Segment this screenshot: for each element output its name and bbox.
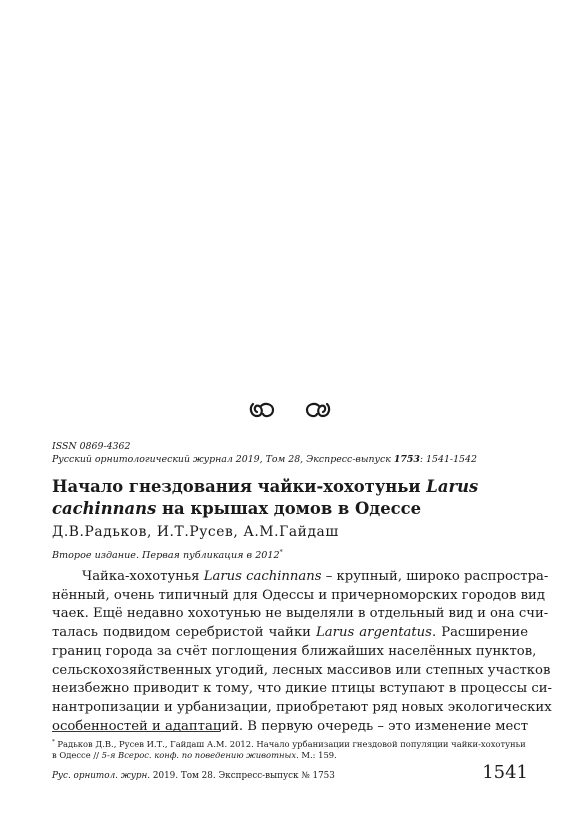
edition-note [52, 546, 283, 562]
body-text-segment: нённый, очень типичный для Одессы и причерноморских городов вид [52, 587, 545, 603]
footer-journal [52, 770, 335, 782]
footer-journal-issue: 2019. Том 28. Экспресс-выпуск № 1753 [150, 771, 335, 781]
journal-pages: : 1541-1542 [419, 454, 477, 465]
body-line [52, 718, 528, 737]
footnote-conference: 5-я Всерос. конф. по поведению животных [101, 750, 297, 761]
body-text-segment: особенностей и адаптаций. В первую очередь – это изменение мест [52, 718, 528, 734]
issn: ISSN 0869-4362 [52, 441, 131, 452]
body-line [52, 662, 551, 681]
body-line [52, 568, 549, 587]
body-text-segment: неизбежно приводит к тому, что дикие птицы вступают в процессы си- [52, 681, 552, 697]
ornament-icon [247, 398, 333, 422]
title-part: Начало гнездования чайки-хохотуньи [52, 477, 427, 496]
journal-citation [52, 453, 477, 466]
authors: Д.В.Радьков, И.Т.Русев, А.М.Гайдаш [52, 524, 339, 540]
body-line [52, 605, 549, 624]
page-number: 1541 [482, 762, 528, 783]
section-ornament [0, 394, 580, 424]
issue-number: 1753 [393, 454, 420, 465]
body-text [52, 568, 552, 736]
footnote-text: в Одессе // [52, 750, 102, 761]
article-title [52, 476, 532, 520]
body-line [52, 699, 552, 718]
footnote-line [52, 750, 532, 761]
body-line [52, 624, 528, 643]
footer-journal-name: Рус. орнитол. журн. [52, 771, 151, 781]
footnote-text: Радьков Д.В., Русев И.Т., Гайдаш А.М. 2012. Начало урбанизации гнездовой популяции чайки-хохотуньи [54, 738, 526, 749]
journal-citation-prefix: Русский орнитологический журнал 2019, Том 28, Экспресс-выпуск [52, 454, 394, 465]
title-latin-name: Larus cachinnans [52, 477, 479, 518]
latin-species-name: Larus argentatus [316, 625, 432, 641]
body-text-segment: нантропизации и урбанизации, приобретают ряд новых экологических [52, 699, 552, 715]
footnote-text: . М.: 159. [296, 750, 337, 761]
body-text-segment: чаек. Ещё недавно хохотунью не выделяли в отдельный вид и она счи- [52, 606, 549, 622]
footnote-marker: * [52, 739, 55, 745]
footnote [52, 737, 532, 762]
footnote-divider [52, 731, 220, 732]
body-text-segment: . Расширение [431, 625, 528, 641]
body-text-segment: талась подвидом серебристой чайки [52, 625, 317, 641]
footnote-line [52, 737, 532, 750]
latin-species-name: Larus cachinnans [203, 569, 322, 584]
body-text-segment: – крупный, широко распростра- [321, 569, 549, 584]
body-text-segment: сельскохозяйственных угодий, лесных массивов или степных участков [52, 662, 551, 678]
body-line [52, 643, 537, 662]
body-line [52, 680, 552, 699]
edition-note-text: Второе издание. Первая публикация в 2012 [52, 550, 280, 562]
body-text-segment: Чайка-хохотунья [82, 569, 204, 584]
footnote-marker: * [279, 549, 283, 556]
body-line [52, 587, 545, 606]
title-part: на крышах домов в Одессе [156, 499, 422, 518]
body-text-segment: границ города за счёт поглощения ближайших населённых пунктов, [52, 643, 537, 659]
